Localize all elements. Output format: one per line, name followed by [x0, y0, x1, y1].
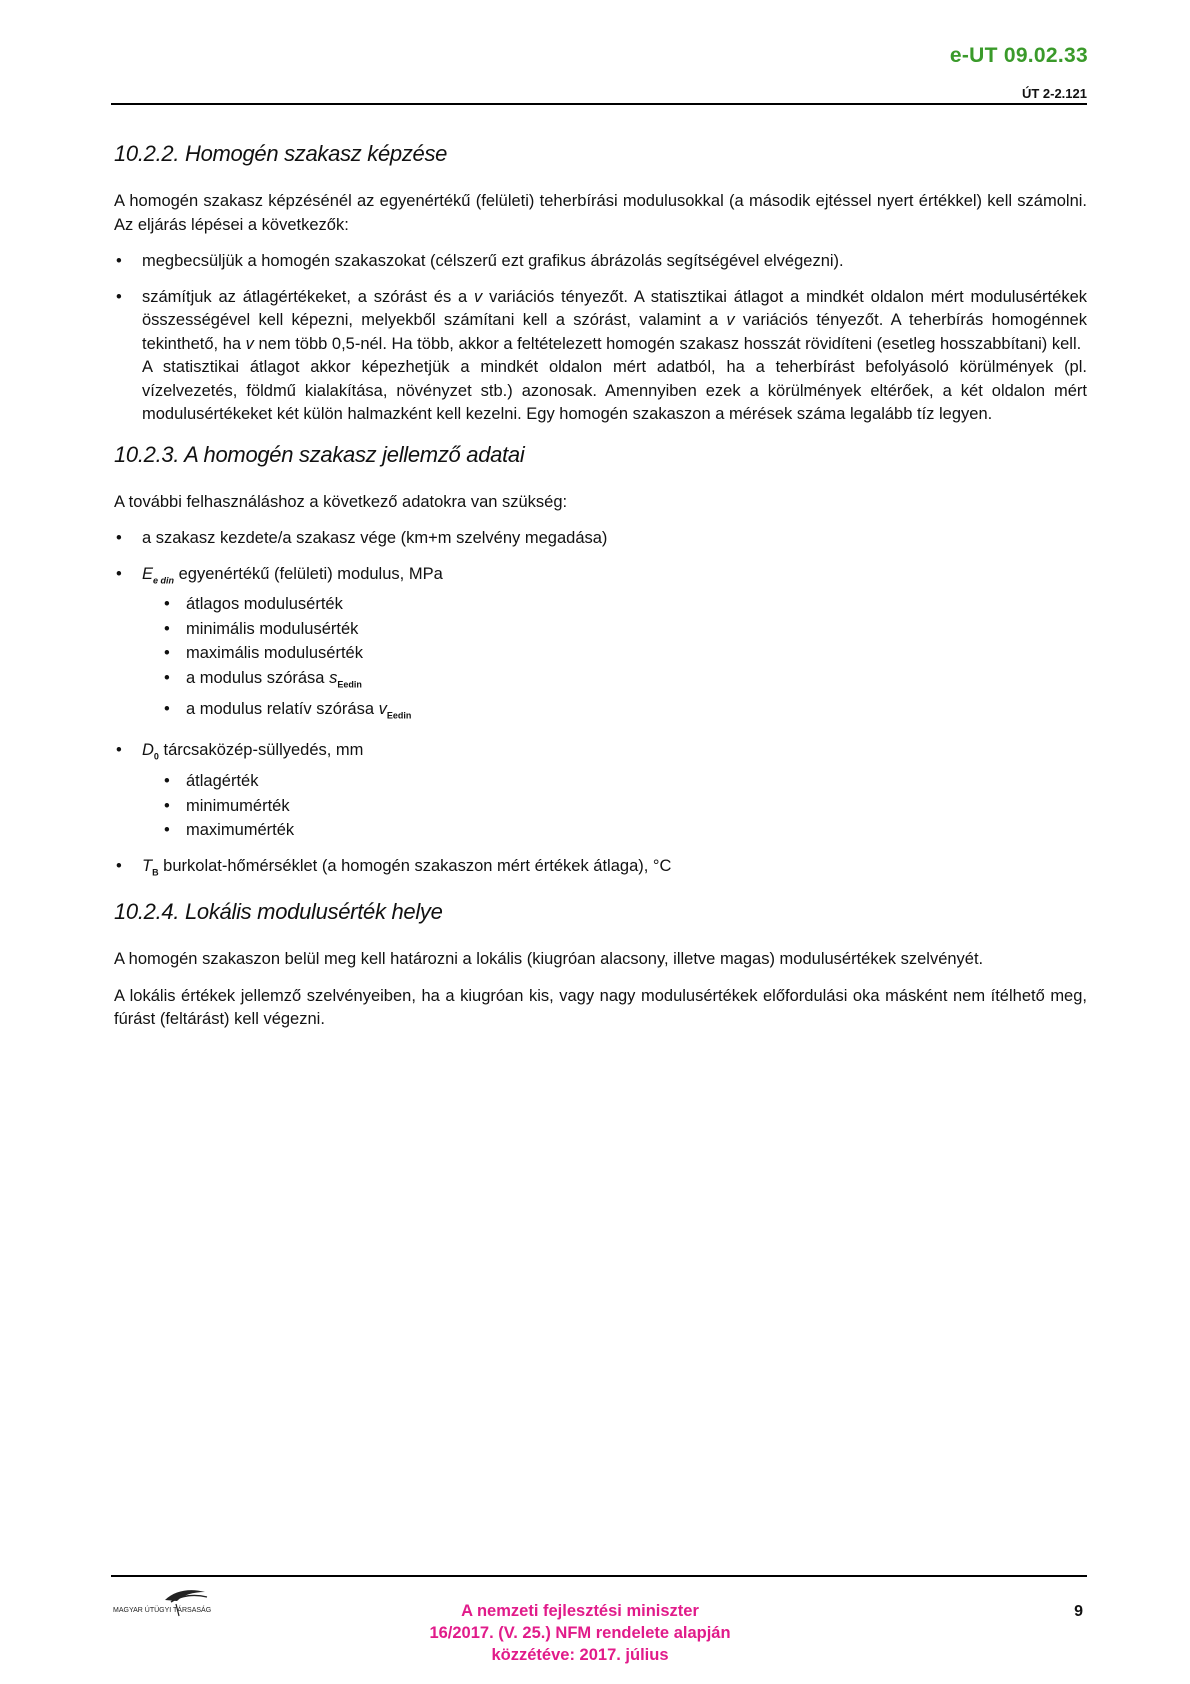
- section2-item1-text: a szakasz kezdete/a szakasz vége (km+m szelvény megadása): [142, 529, 608, 547]
- footer-line3: közzétéve: 2017. július: [491, 1646, 669, 1664]
- bullet-icon: •: [164, 796, 170, 815]
- document-code: e-UT 09.02.33: [949, 44, 1088, 67]
- section1-bullet2-part4: nem több 0,5-nél. Ha több, akkor a feltételezett homogén szakasz hosszát rövidíteni (esetleg hosszabbítani) kell.: [253, 334, 1082, 353]
- footer-line2: 16/2017. (V. 25.) NFM rendelete alapján: [429, 1624, 731, 1642]
- bullet-icon: •: [116, 529, 122, 547]
- list-item: [114, 527, 1087, 551]
- document-body: [114, 140, 1087, 1045]
- section1-bullet2-part5: A statisztikai átlagot akkor képezhetjük a mindkét oldalon mért adatból, ha a teherbírást befolyásoló körülmények (pl. vízelvezetés, földmű kialakítása, növényzet stb.) azonosak. Amennyiben ezek a körülmények eltérőek, a két oldalon mért modulusértékeket két külön halmazként kell kezelni. Egy homogén szakaszon a mérések száma legalább tíz legyen.: [142, 358, 1087, 423]
- section2-item4-text: burkolat-hőmérséklet (a homogén szakaszon mért értékek átlaga), °C: [158, 856, 672, 875]
- sub-list-item: • átlagérték: [142, 769, 1087, 794]
- bullet-icon: •: [164, 821, 170, 840]
- society-logo: [113, 1586, 263, 1622]
- variable-v: v: [474, 287, 483, 306]
- section2-item3-sublist: [142, 769, 1087, 843]
- section1-bullet1-text: megbecsüljük a homogén szakaszokat (célszerű ezt grafikus ábrázolás segítségével elvégezni).: [142, 252, 844, 270]
- list-item: [114, 739, 1087, 842]
- sub-list-item: • átlagos modulusérték: [142, 592, 1087, 617]
- sub-list-item: • maximális modulusérték: [142, 641, 1087, 666]
- section1-list: [114, 250, 1087, 427]
- list-item: [114, 250, 1087, 274]
- section-heading-10-2-4: 10.2.4. Lokális modulusérték helye: [114, 899, 443, 925]
- section1-bullet2-part1: számítjuk az átlagértékeket, a szórást és a: [142, 287, 475, 306]
- bullet-icon: •: [164, 668, 170, 687]
- section-heading-10-2-3: 10.2.3. A homogén szakasz jellemző adatai: [114, 441, 525, 467]
- section1-bullet2-part2: variációs tényezőt. A statisztikai átlagot a mindkét oldalon mért modulusértékek összességével kell képezni, melyekből számítani kell a szórást, valamint a: [142, 287, 1087, 329]
- bullet-icon: •: [116, 252, 122, 270]
- symbol-v-eedin: $v_{Eedin}$: [378, 699, 412, 720]
- bullet-icon: •: [116, 856, 122, 875]
- section2-intro: A további felhasználáshoz a következő adatokra van szükség:: [114, 492, 568, 511]
- bullet-icon: •: [164, 619, 170, 638]
- bullet-icon: •: [164, 772, 170, 791]
- section2-item2-sublist: [142, 592, 1087, 727]
- document-subcode: ÚT 2-2.121: [1021, 86, 1087, 101]
- footer-rule: [111, 1575, 1087, 1577]
- section-heading-10-2-2: 10.2.2. Homogén szakasz képzése: [114, 141, 448, 166]
- variable-v: v: [726, 311, 735, 329]
- list-item: [114, 563, 1087, 728]
- section1-bullet2-part3: variációs tényezőt. A teherbírás homogénnek tekinthető, ha: [142, 311, 1087, 353]
- section2-item3-text: tárcsaközép-süllyedés, mm: [158, 741, 364, 760]
- section3-paragraph2: A lokális értékek jellemző szelvényeiben, ha a kiugróan kis, vagy nagy modulusértékek előfordulási oka másként nem ítélhető meg, fúrást (feltárást) kell végezni.: [114, 986, 1087, 1029]
- symbol-tb: $T_B$: [142, 856, 159, 877]
- variable-v: v: [245, 334, 254, 353]
- logo-text: MAGYAR ÚTÜGYI TÁRSASÁG: [113, 1607, 212, 1614]
- header-rule: [111, 103, 1087, 105]
- list-item: [114, 286, 1087, 427]
- bullet-icon: •: [164, 699, 170, 718]
- sub-list-item: • a modulus szórása $s_{Eedin}$: [142, 666, 1087, 697]
- symbol-d0: $D_0$: [142, 741, 159, 762]
- bullet-icon: •: [164, 644, 170, 663]
- section3-paragraph1: A homogén szakaszon belül meg kell határozni a lokális (kiugróan alacsony, illetve magas) modulusértékek szelvényét.: [114, 950, 984, 969]
- sub-list-item: • minimális modulusérték: [142, 617, 1087, 642]
- bullet-icon: •: [164, 595, 170, 614]
- sub-list-item: • maximumérték: [142, 818, 1087, 843]
- symbol-e-e-din: $E_{e din}$: [142, 564, 175, 585]
- sub-list-item: • a modulus relatív szórása $v_{Eedin}$: [142, 697, 1087, 728]
- sub-list-item: • minimumérték: [142, 794, 1087, 819]
- bullet-icon: •: [116, 741, 122, 760]
- symbol-s-eedin: $s_{Eedin}$: [329, 668, 362, 690]
- bullet-icon: •: [116, 564, 122, 583]
- section2-item2-text: egyenértékű (felületi) modulus, MPa: [174, 564, 443, 583]
- section1-intro: A homogén szakasz képzésénél az egyenértékű (felületi) teherbírási modulusokkal (a második ejtéssel nyert értékkel) kell számolni. Az eljárás lépései a következők:: [114, 192, 1087, 234]
- section2-list: [114, 527, 1087, 884]
- page-number: 9: [1074, 1603, 1083, 1620]
- footer-line1: A nemzeti fejlesztési miniszter: [461, 1602, 699, 1620]
- bullet-icon: •: [116, 287, 122, 306]
- footer-publication-note: [380, 1600, 780, 1666]
- list-item: [114, 855, 1087, 885]
